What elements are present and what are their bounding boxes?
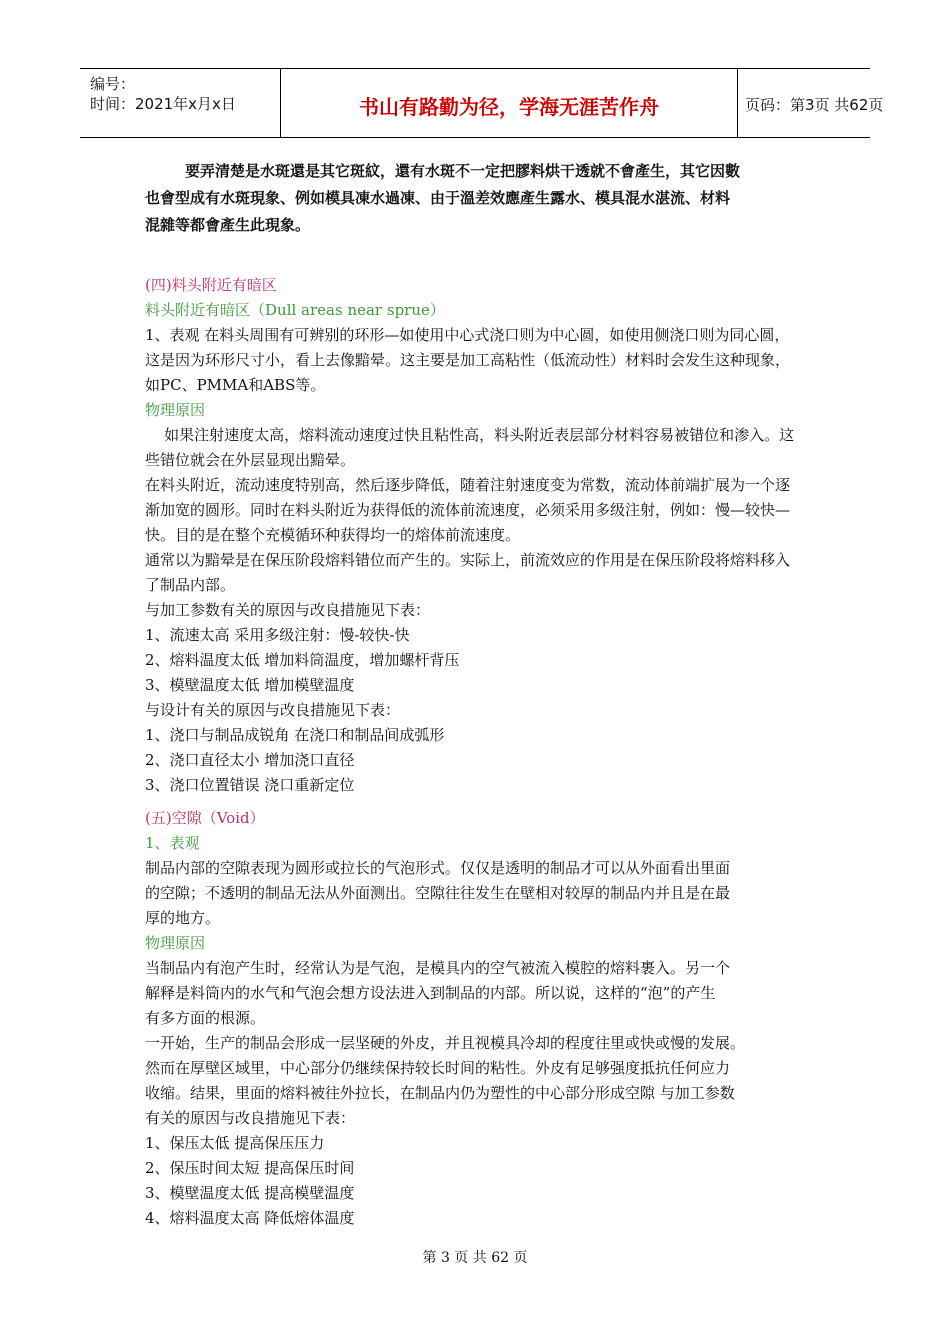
section4-cause-title: 物理原因 — [145, 401, 206, 419]
section5-appearance-line: 厚的地方。 — [145, 909, 221, 927]
header-number: 编号： — [90, 75, 136, 93]
section5-appearance-line: 制品内部的空隙表现为圆形或拉长的气泡形式。仅仅是透明的制品才可以从外面看出里面 — [145, 859, 731, 877]
intro-line: 也會型成有水斑現象、例如模具凍水過凍、由于溫差效應產生露水、模具混水湛流、材料 — [145, 189, 731, 207]
section5-cause-line: 然而在厚壁区域里，中心部分仍继续保持较长时间的粘性。外皮有足够强度抵抗任何应力 — [145, 1059, 731, 1077]
section4-cause-line: 快。目的是在整个充模循环种获得均一的熔体前流速度。 — [145, 526, 521, 544]
section4-cause-line: 2、浇口直径太小 增加浇口直径 — [145, 751, 355, 769]
header-page-number: 页码：第3页 共62页 — [745, 96, 884, 114]
section5-cause-line: 当制品内有泡产生时，经常认为是气泡，是模具内的空气被流入模腔的熔料裹入。另一个 — [145, 959, 731, 977]
section4-cause-line: 1、浇口与制品成锐角 在浇口和制品间成弧形 — [145, 726, 445, 744]
section4-appearance-line: 这是因为环形尺寸小，看上去像黯晕。这主要是加工高粘性（低流动性）材料时会发生这种现象， — [145, 351, 791, 369]
section5-cause-line: 收缩。结果，里面的熔料被往外拉长，在制品内仍为塑性的中心部分形成空隙 与加工参数 — [145, 1084, 735, 1102]
section5-cause-line: 4、熔料温度太高 降低熔体温度 — [145, 1209, 355, 1227]
section4-cause-line: 些错位就会在外层显现出黯晕。 — [145, 451, 356, 469]
intro-line: 要弄清楚是水斑還是其它斑紋，還有水斑不一定把膠料烘干透就不會產生，其它因數 — [185, 162, 741, 180]
page-footer: 第 3 页 共 62 页 — [422, 1250, 528, 1266]
section4-cause-line: 2、熔料温度太低 增加料筒温度，增加螺杆背压 — [145, 651, 460, 669]
section5-cause-line: 3、模壁温度太低 提高模壁温度 — [145, 1184, 355, 1202]
section4-cause-line: 了制品内部。 — [145, 576, 236, 594]
header-motto: 书山有路勤为径，学海无涯苦作舟 — [359, 95, 659, 119]
header-motto-cell — [280, 69, 738, 137]
section4-subheading: 料头附近有暗区（Dull areas near sprue） — [145, 301, 445, 319]
section4-cause-line: 3、模壁温度太低 增加模壁温度 — [145, 676, 355, 694]
section5-appearance-title: 1、表观 — [145, 834, 200, 852]
section5-cause-title: 物理原因 — [145, 934, 206, 952]
section4-cause-line: 在料头附近，流动速度特别高，然后逐步降低，随着注射速度变为常数，流动体前端扩展为一个逐 — [145, 476, 791, 494]
document-body — [145, 158, 875, 1231]
header-page-cell — [737, 69, 884, 137]
intro-paragraph — [145, 158, 875, 239]
header-meta — [80, 69, 280, 137]
section4-heading: (四)料头附近有暗区 — [145, 276, 277, 294]
header-date: 时间：2021年x月x日 — [90, 95, 236, 113]
section5-cause-line: 有关的原因与改良措施见下表： — [145, 1109, 356, 1127]
section4-cause-line: 与设计有关的原因与改良措施见下表： — [145, 701, 401, 719]
section4-cause-line: 3、浇口位置错误 浇口重新定位 — [145, 776, 355, 794]
section4-cause-line: 1、流速太高 采用多级注射：慢-较快-快 — [145, 626, 410, 644]
section5-cause-line: 一开始，生产的制品会形成一层坚硬的外皮，并且视模具冷却的程度往里或快或慢的发展。 — [145, 1034, 746, 1052]
section5-heading: (五)空隙（Void） — [145, 809, 265, 827]
section5-cause-line: 1、保压太低 提高保压压力 — [145, 1134, 325, 1152]
section5-cause-line: 有多方面的根源。 — [145, 1009, 266, 1027]
section5-appearance-line: 的空隙；不透明的制品无法从外面测出。空隙往往发生在壁相对较厚的制品内并且是在最 — [145, 884, 731, 902]
intro-line: 混雜等都會產生此現象。 — [145, 216, 311, 234]
section4-cause-line: 通常以为黯晕是在保压阶段熔料错位而产生的。实际上，前流效应的作用是在保压阶段将熔料移入 — [145, 551, 791, 569]
section5-cause-line: 2、保压时间太短 提高保压时间 — [145, 1159, 355, 1177]
section4-cause-line: 与加工参数有关的原因与改良措施见下表： — [145, 601, 431, 619]
section4-appearance-line: 如PC、PMMA和ABS等。 — [145, 376, 326, 394]
section4-cause-line: 渐加宽的圆形。同时在料头附近为获得低的流体前流速度，必须采用多级注射，例如：慢—较快— — [145, 501, 791, 519]
section4-appearance-line: 1、表观 在料头周围有可辨别的环形—如使用中心式浇口则为中心圆，如使用侧浇口则为同心圆， — [145, 326, 790, 344]
section5-cause-line: 解释是料筒内的水气和气泡会想方设法进入到制品的内部。所以说，这样的“泡”的产生 — [145, 984, 716, 1002]
page-header — [80, 68, 884, 138]
section4-cause-line: 如果注射速度太高，熔料流动速度过快且粘性高，料头附近表层部分材料容易被错位和渗入。这 — [145, 426, 795, 444]
